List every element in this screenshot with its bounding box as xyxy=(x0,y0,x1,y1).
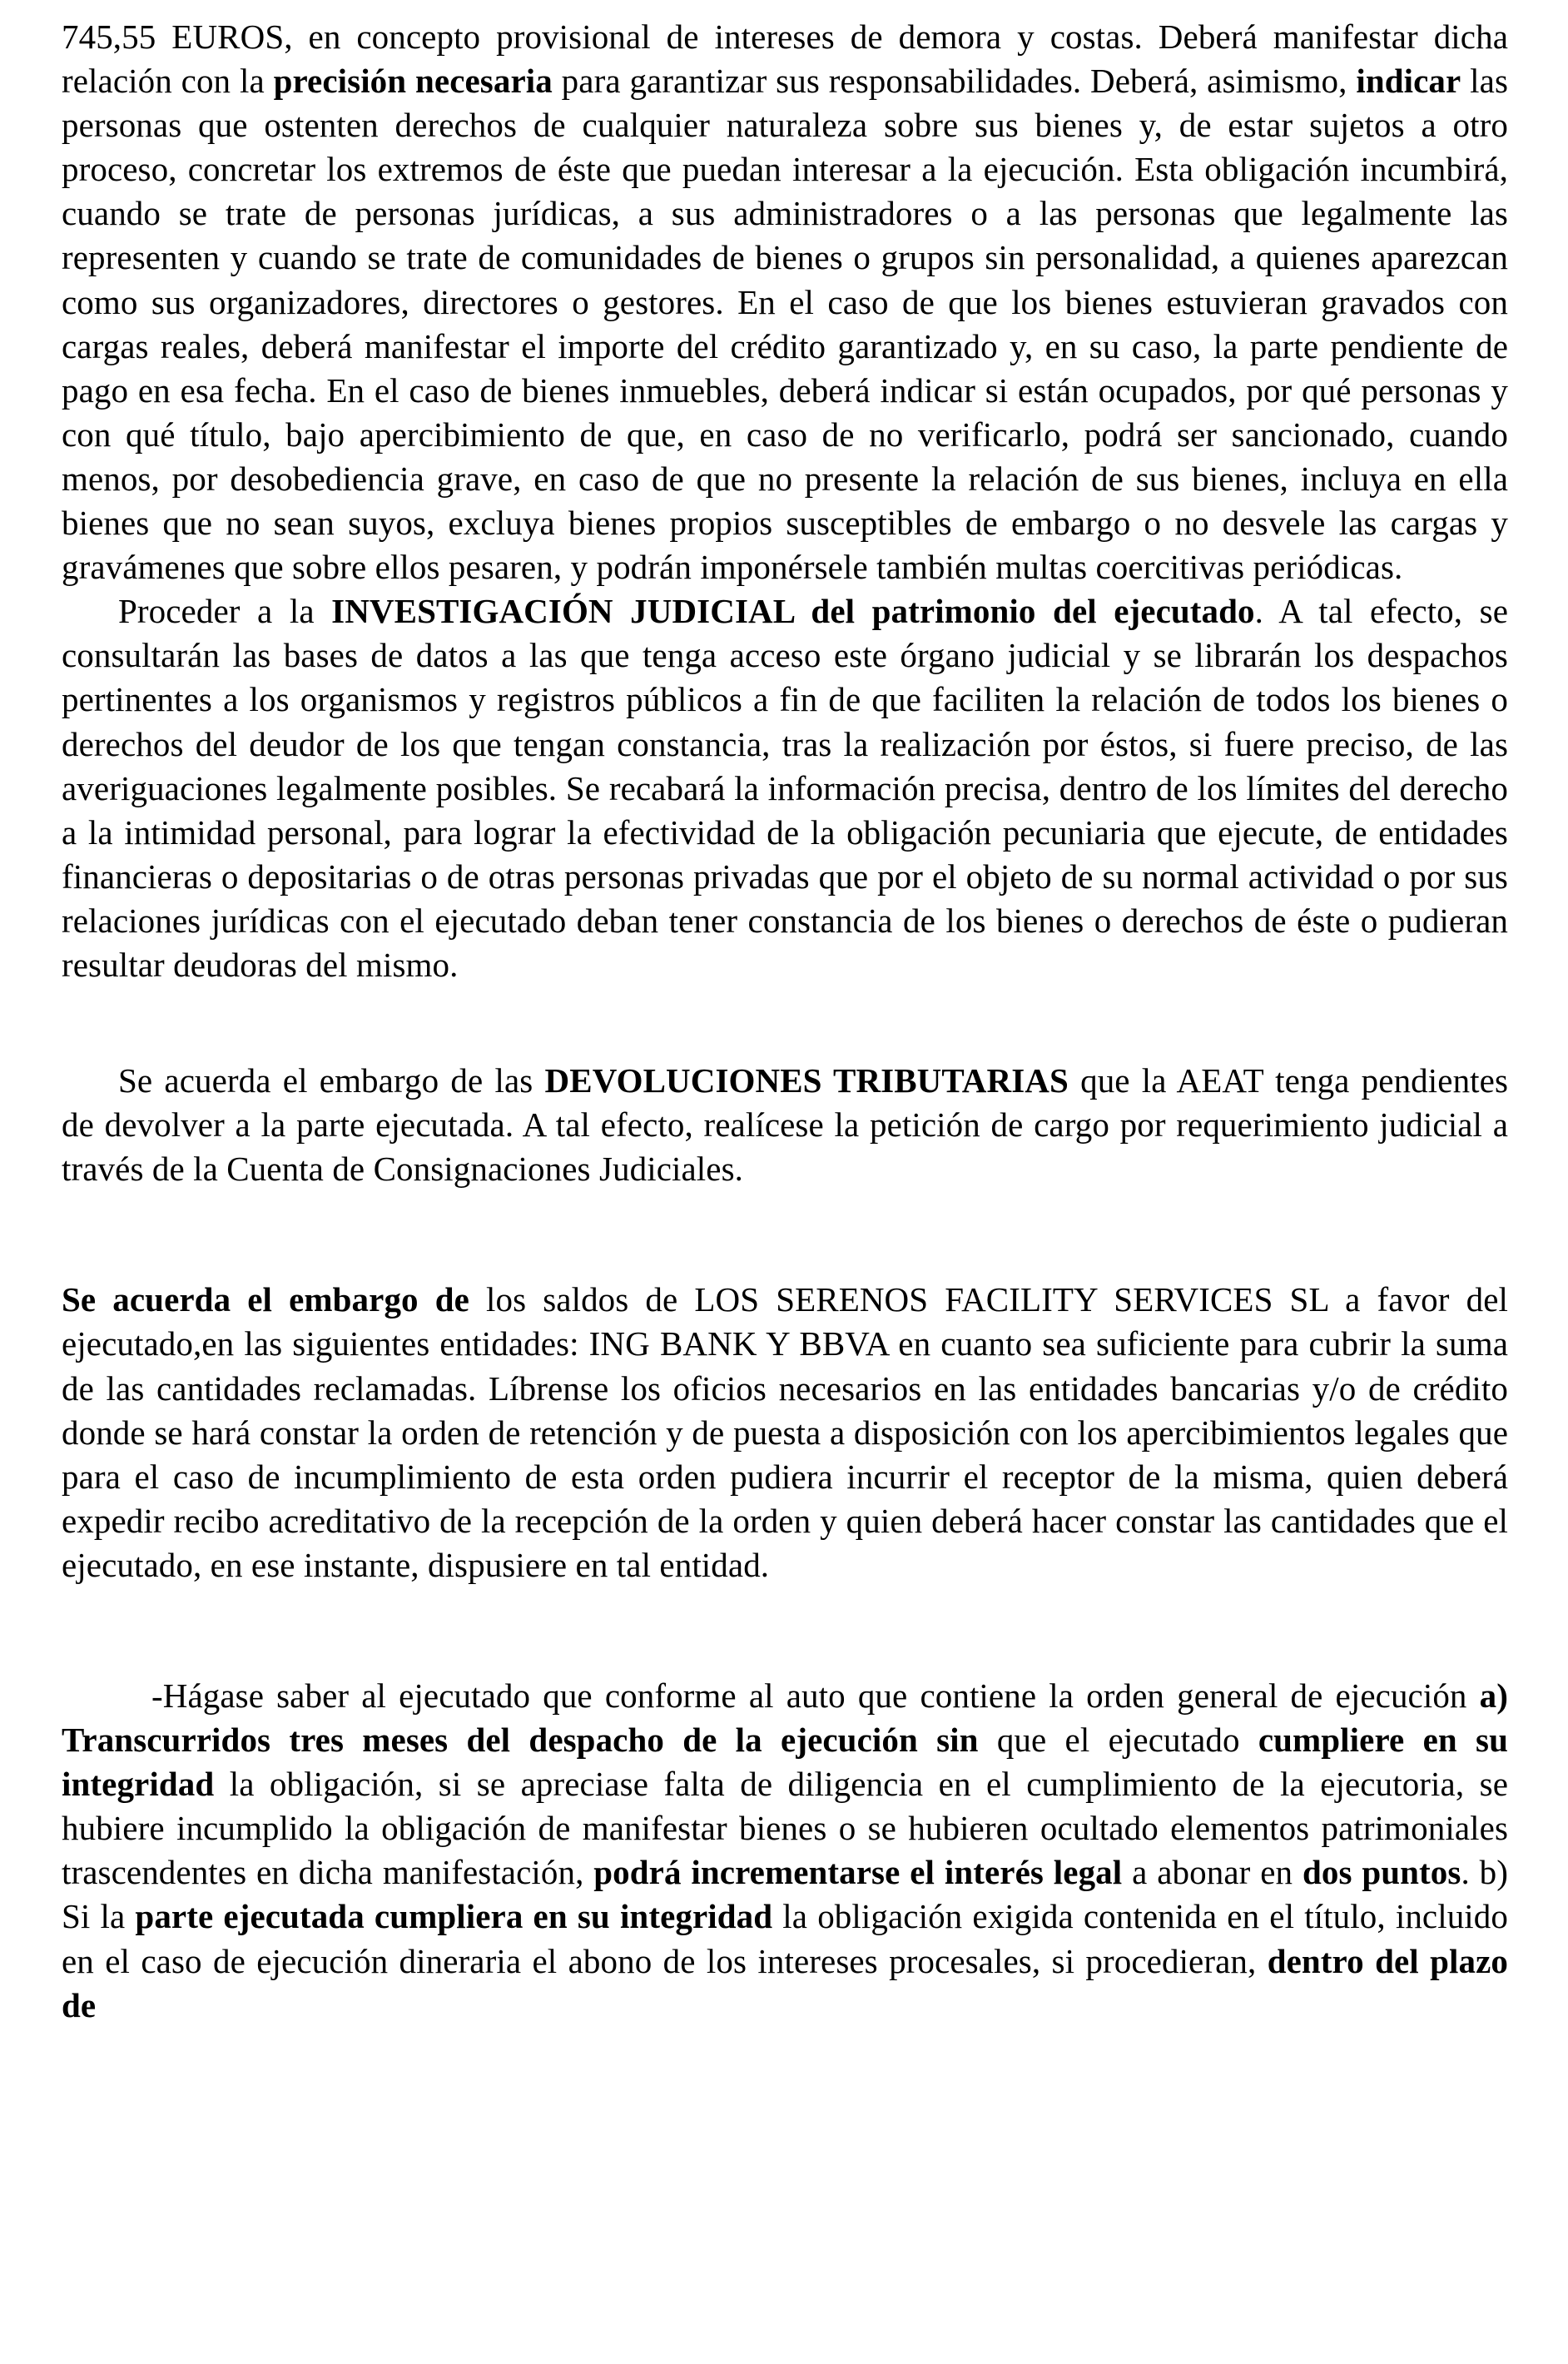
emphasis-text: indicar xyxy=(1356,62,1461,101)
emphasis-text: dos puntos xyxy=(1302,1853,1461,1892)
body-text: . A tal efecto, se consultarán las bases de datos a las que tenga acceso este órgano judicial y se librarán los despachos pertinentes a los organismos y registros públicos a fin de que faciliten la relación de todos los bienes o derechos del deudor de los que tengan constancia, tras la realización por éstos, si fuere preciso, de las averiguaciones legalmente posibles. Se recabará la información precisa, dentro de los límites del derecho a la intimidad personal, para lograr la efectividad de la obligación pecuniaria que ejecute, de entidades financieras o depositarias o de otras personas privadas que por el objeto de su normal actividad o por sus relaciones jurídicas con el ejecutado deban tener constancia de los bienes o derechos de éste o pudieran resultar deudoras del mismo. xyxy=(62,592,1509,984)
paragraph-2 xyxy=(62,589,1508,987)
body-text: . b) Si la xyxy=(62,1853,1508,1936)
emphasis-text: cumpliere en su integridad xyxy=(62,1721,1508,1804)
paragraph-3 xyxy=(62,1059,1508,1191)
paragraph-1 xyxy=(62,15,1508,589)
body-text: -Hágase saber al ejecutado que conforme al auto que contiene la orden general de ejecución xyxy=(151,1676,1480,1715)
body-text: 745,55 EUROS, en concepto provisional de intereses de demora y costas. Deberá manifestar dicha relación con la xyxy=(62,17,1508,101)
body-text: las personas que ostenten derechos de cualquier naturaleza sobre sus bienes y, de estar sujetos a otro proceso, concretar los extremos de éste que puedan interesar a la ejecución. Esta obligación incumbirá, cuando se trate de personas jurídicas, a sus administradores o a las personas que legalmente las representen y cuando se trate de comunidades de bienes o grupos sin personalidad, a quienes aparezcan como sus organizadores, directores o gestores. En el caso de que los bienes estuvieran gravados con cargas reales, deberá manifestar el importe del crédito garantizado y, en su caso, la parte pendiente de pago en esa fecha. En el caso de bienes inmuebles, deberá indicar si están ocupados, por qué personas y con qué título, bajo apercibimiento de que, en caso de no verificarlo, podrá ser sancionado, cuando menos, por desobediencia grave, en caso de que no presente la relación de sus bienes, incluya en ella bienes que no sean suyos, excluya bienes propios susceptibles de embargo o no desvele las cargas y gravámenes que sobre ellos pesaren, y podrán imponérsele también multas coercitivas periódicas. xyxy=(62,62,1508,587)
body-text: Proceder a la xyxy=(118,592,332,631)
emphasis-text: parte ejecutada cumpliera en su integridad xyxy=(135,1897,773,1936)
emphasis-text: DEVOLUCIONES TRIBUTARIAS xyxy=(544,1061,1069,1100)
emphasis-text: a) Transcurridos tres meses del despacho de la ejecución sin xyxy=(62,1676,1508,1760)
emphasis-text: precisión necesaria xyxy=(273,62,553,101)
body-text: que el ejecutado xyxy=(978,1721,1258,1760)
body-text: la obligación, si se apreciase falta de diligencia en el cumplimiento de la ejecutoria, se hubiere incumplido la obligación de manifestar bienes o se hubieren ocultado elementos patrimoniales trascendentes en dicha manifestación, xyxy=(62,1765,1508,1892)
emphasis-text: Se acuerda el embargo de xyxy=(62,1280,469,1319)
body-text: los saldos de LOS SERENOS FACILITY SERVICES SL a favor del ejecutado,en las siguientes entidades: ING BANK Y BBVA en cuanto sea suficiente para cubrir la suma de las cantidades reclamadas. Líbrense los oficios necesarios en las entidades bancarias y/o de crédito donde se hará constar la orden de retención y de puesta a disposición con los apercibimientos legales que para el caso de incumplimiento de esta orden pudiera incurrir el receptor de la misma, quien deberá expedir recibo acreditativo de la recepción de la orden y quien deberá hacer constar las cantidades que el ejecutado, en ese instante, dispusiere en tal entidad. xyxy=(62,1280,1508,1584)
emphasis-text: dentro del plazo de xyxy=(62,1941,1508,2024)
paragraph-4 xyxy=(62,1278,1508,1587)
paragraph-spacer xyxy=(62,1191,1508,1278)
emphasis-text: podrá incrementarse el interés legal xyxy=(593,1853,1123,1892)
body-text: Se acuerda el embargo de las xyxy=(118,1061,545,1100)
paragraph-spacer xyxy=(62,987,1508,1059)
emphasis-text: INVESTIGACIÓN JUDICIAL del patrimonio del ejecutado xyxy=(331,592,1255,631)
body-text: que la AEAT tenga pendientes de devolver a la parte ejecutada. A tal efecto, realícese la petición de cargo por requerimiento judicial a través de la Cuenta de Consignaciones Judiciales. xyxy=(62,1061,1509,1189)
body-text: la obligación exigida contenida en el título, incluido en el caso de ejecución dineraria el abono de los intereses procesales, si procedieran, xyxy=(62,1897,1508,1980)
paragraph-5 xyxy=(62,1674,1508,2028)
body-text: a abonar en xyxy=(1122,1853,1303,1892)
paragraph-spacer xyxy=(62,1587,1508,1674)
body-text: para garantizar sus responsabilidades. Deberá, asimismo, xyxy=(552,62,1357,101)
